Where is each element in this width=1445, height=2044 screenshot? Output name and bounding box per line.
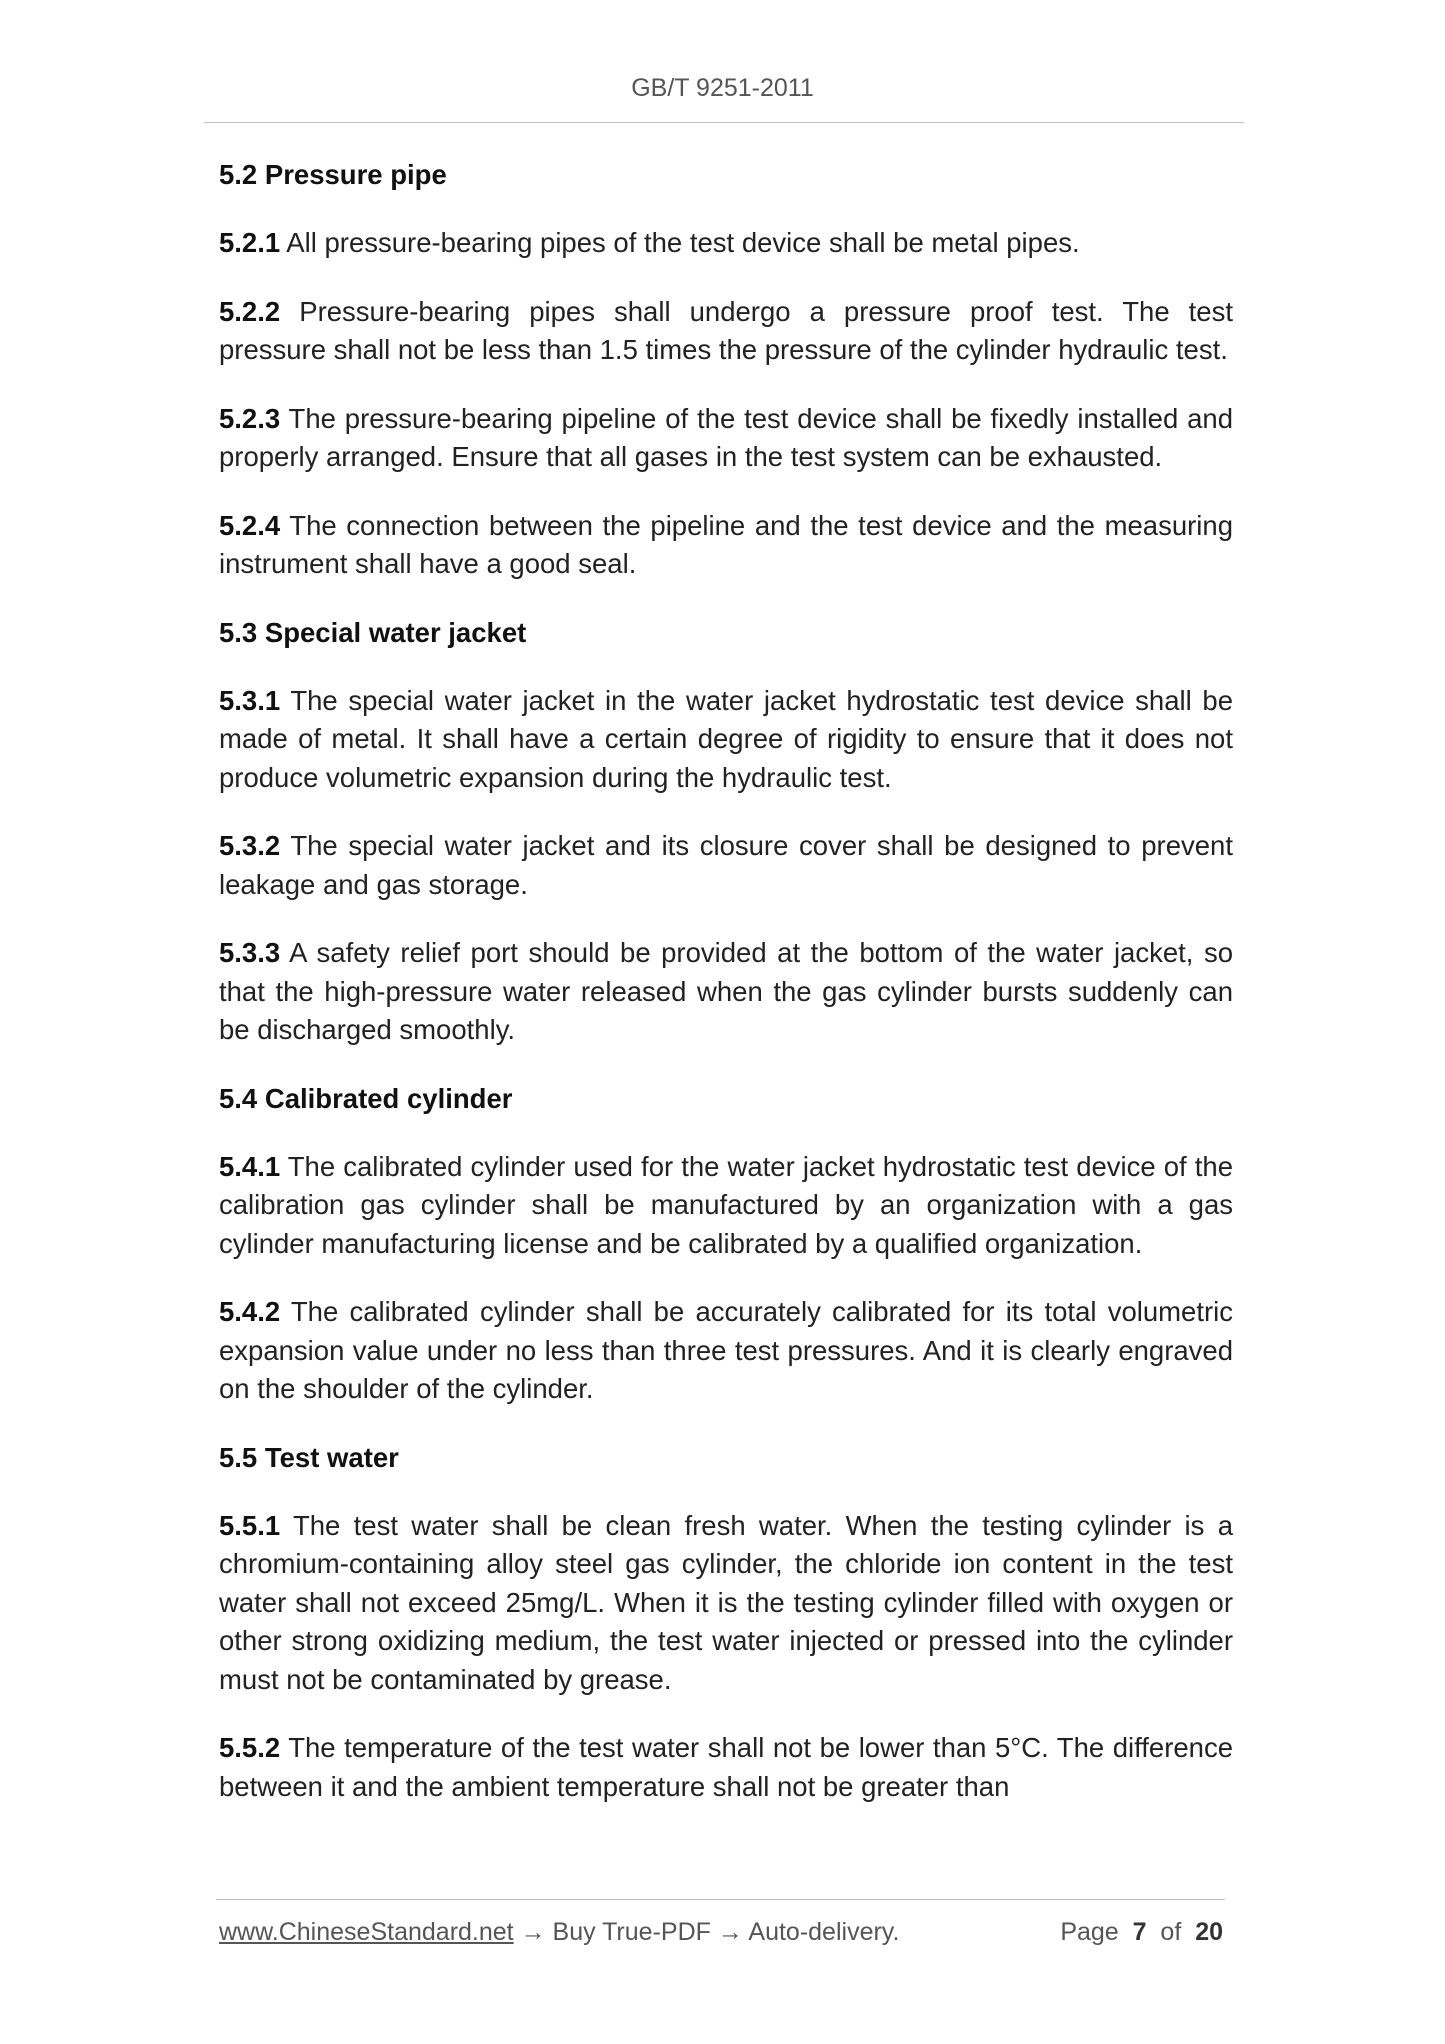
clause-number: 5.2.3: [219, 402, 281, 434]
clause-number: 5.4.1: [219, 1150, 281, 1182]
clause-number: 5.2.2: [219, 295, 281, 327]
section-heading-5-3: 5.3 Special water jacket: [219, 616, 527, 648]
clause-text: All pressure-bearing pipes of the test device shall be metal pipes.: [280, 227, 1080, 258]
footer-promo: [219, 1918, 899, 1947]
clause-text: The pressure-bearing pipeline of the test device shall be fixedly installed and properly arranged. Ensure that all gases in the test system can be exhausted.: [219, 402, 1233, 472]
clause-text: The special water jacket in the water jacket hydrostatic test device shall be made of metal. It shall have a certain degree of rigidity to ensure that it does not produce volumetric expansion during the hydraulic test.: [219, 684, 1233, 793]
page-current: 7: [1132, 1918, 1147, 1946]
section-heading-5-5: 5.5 Test water: [219, 1441, 399, 1473]
clause-text: A safety relief port should be provided at the bottom of the water jacket, so that the high-pressure water released when the gas cylinder bursts suddenly can be discharged smoothly.: [219, 937, 1233, 1045]
document-code-header: GB/T 9251-2011: [631, 74, 814, 102]
clause-5-2-4: [219, 507, 1233, 584]
website-link[interactable]: www.ChineseStandard.net: [219, 1918, 514, 1946]
clause-5-3-1: [219, 682, 1233, 798]
footer-tagline: → Buy True-PDF → Auto-delivery.: [513, 1918, 900, 1946]
clause-5-2-3: [219, 400, 1233, 477]
clause-5-3-2: [219, 827, 1233, 904]
section-heading-5-4: 5.4 Calibrated cylinder: [219, 1082, 513, 1114]
clause-5-2-1: [219, 224, 1233, 263]
page-footer: [219, 1918, 1223, 1947]
clause-5-5-2: [219, 1729, 1233, 1806]
section-heading-5-2: 5.2 Pressure pipe: [219, 159, 447, 190]
clause-number: 5.3.2: [219, 830, 281, 861]
clause-number: 5.4.2: [219, 1296, 281, 1327]
page-indicator: [1060, 1918, 1223, 1947]
clause-5-4-1: [219, 1148, 1233, 1264]
clause-number: 5.5.2: [219, 1732, 281, 1763]
page-of-label: of: [1160, 1918, 1182, 1946]
clause-number: 5.3.3: [219, 937, 281, 968]
clause-text: The calibrated cylinder used for the water jacket hydrostatic test device of the calibration gas cylinder shall be manufactured by an organization with a gas cylinder manufacturing license and be calibrated by a qualified organization.: [219, 1150, 1233, 1259]
footer-divider: [216, 1899, 1225, 1900]
clause-5-3-3: [219, 934, 1233, 1050]
clause-text: The connection between the pipeline and the test device and the measuring instrument shall have a good seal.: [219, 509, 1233, 579]
clause-5-5-1: [219, 1507, 1233, 1700]
clause-5-2-2: [219, 293, 1233, 370]
clause-number: 5.5.1: [219, 1509, 281, 1541]
clause-text: The special water jacket and its closure cover shall be designed to prevent leakage and gas storage.: [219, 830, 1233, 900]
header-divider: [204, 122, 1244, 123]
clause-number: 5.2.1: [219, 227, 281, 258]
clause-text: Pressure-bearing pipes shall undergo a pressure proof test. The test pressure shall not be less than 1.5 times the pressure of the cylinder hydraulic test.: [219, 295, 1233, 365]
document-body: [219, 156, 1233, 1836]
clause-text: The test water shall be clean fresh water. When the testing cylinder is a chromium-containing alloy steel gas cylinder, the chloride ion content in the test water shall not exceed 25mg/L. When it is the testing cylinder filled with oxygen or other strong oxidizing medium, the test water injected or pressed into the cylinder must not be contaminated by grease.: [219, 1509, 1233, 1695]
clause-number: 5.3.1: [219, 684, 281, 716]
clause-5-4-2: [219, 1293, 1233, 1409]
page-label: Page: [1060, 1918, 1119, 1946]
clause-number: 5.2.4: [219, 509, 281, 541]
clause-text: The calibrated cylinder shall be accurately calibrated for its total volumetric expansion value under no less than three test pressures. And it is clearly engraved on the shoulder of the cylinder.: [219, 1296, 1233, 1404]
clause-text: The temperature of the test water shall not be lower than 5°C. The difference between it and the ambient temperature shall not be greater than: [219, 1732, 1233, 1802]
page-total: 20: [1195, 1918, 1223, 1946]
